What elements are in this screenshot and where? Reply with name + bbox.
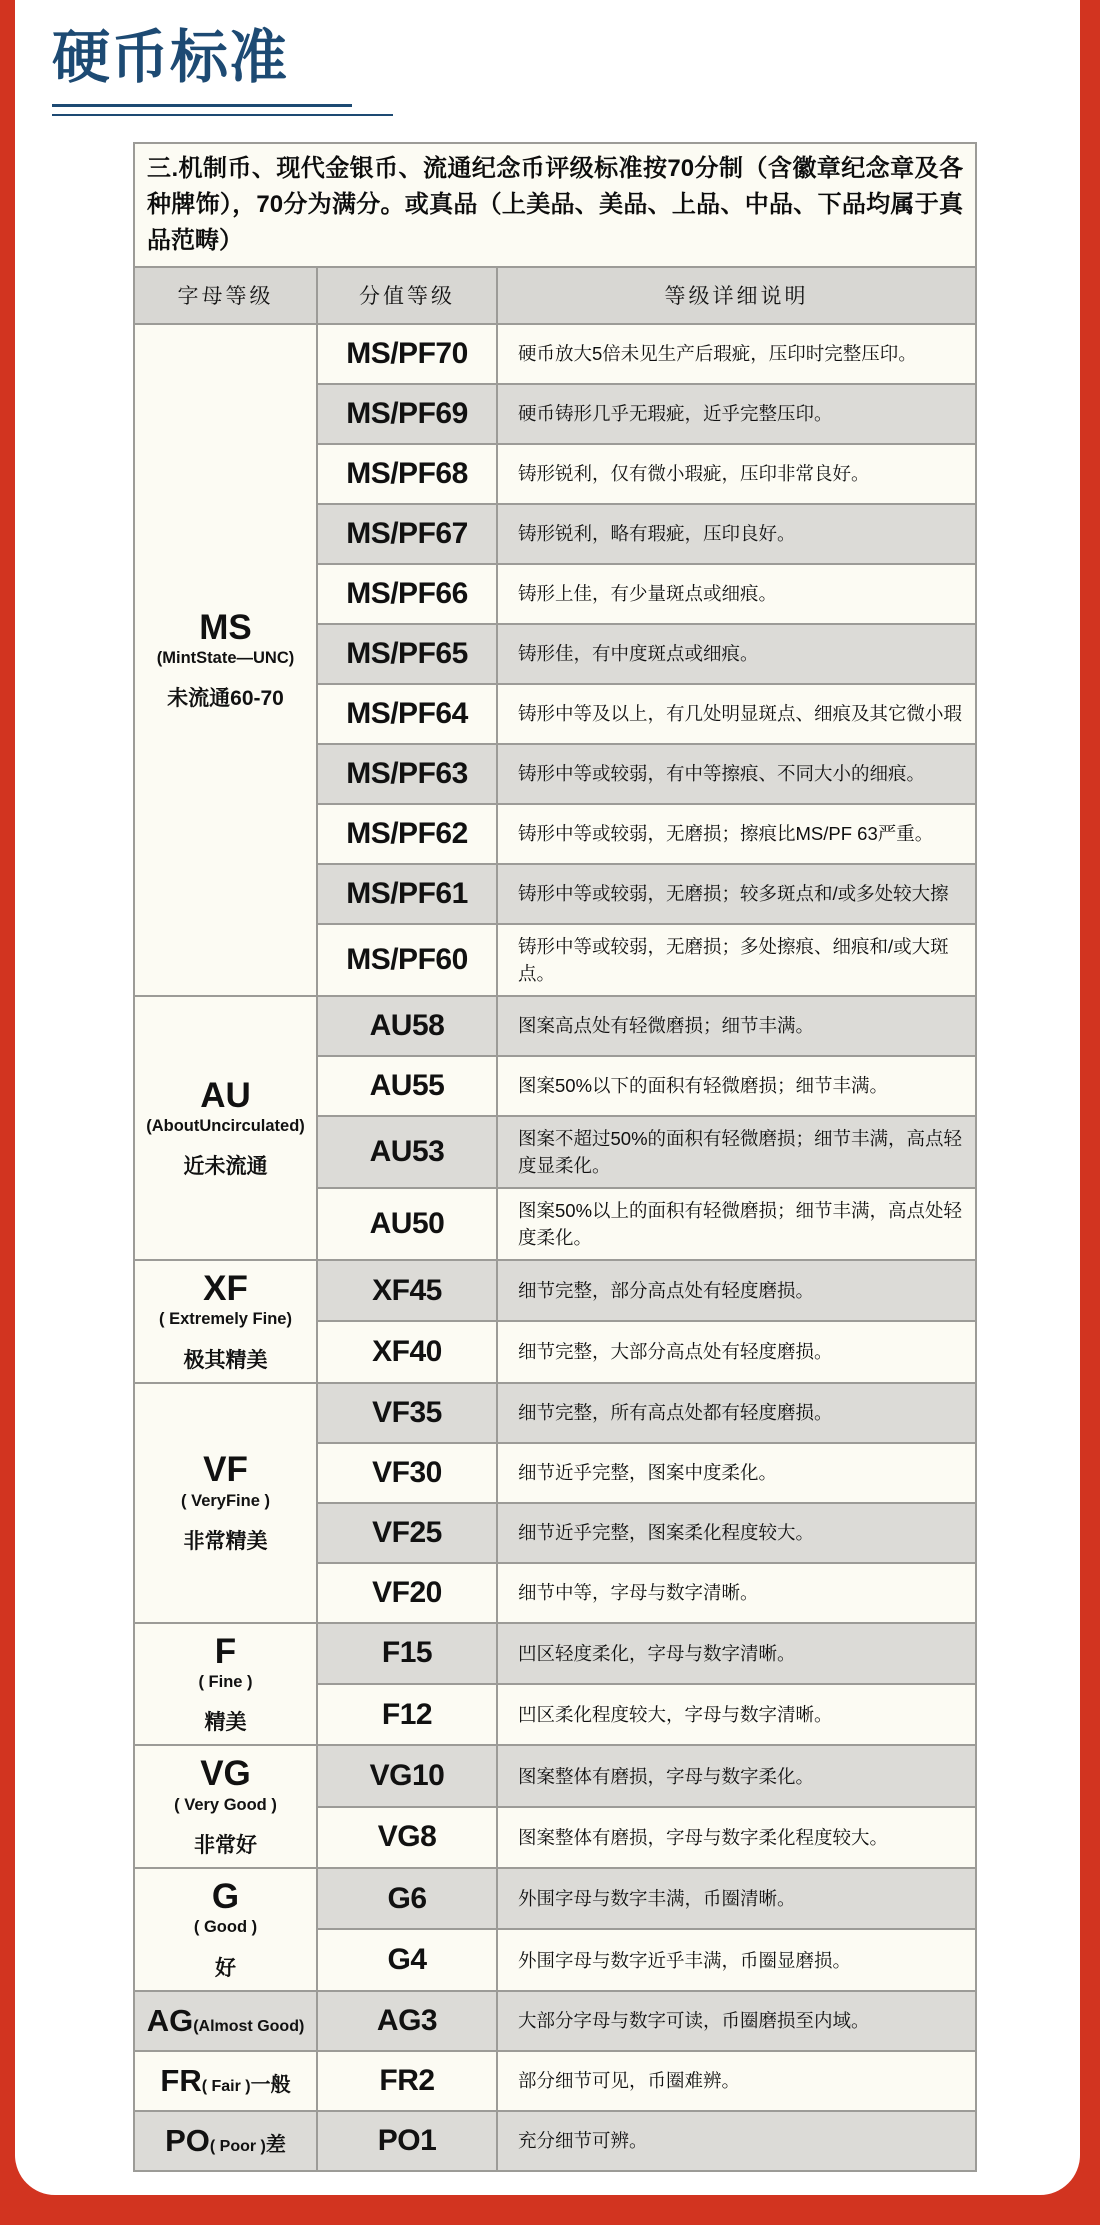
letter-grade-cell (134, 2051, 317, 2111)
grade-description-cell: 铸形佳，有中度斑点或细痕。 (497, 624, 976, 684)
letter-grade-code: XF (203, 1268, 248, 1308)
table-row (134, 1991, 976, 2051)
letter-grade-english: ( Poor ) (209, 2137, 266, 2155)
letter-grade-cell (134, 324, 317, 996)
score-grade-cell: VF20 (317, 1563, 497, 1623)
grade-description-cell: 铸形中等或较弱，无磨损；较多斑点和/或多处较大擦 (497, 864, 976, 924)
table-row (134, 1745, 976, 1806)
score-grade-cell: VG10 (317, 1745, 497, 1806)
table-row (134, 1260, 976, 1321)
letter-grade-chinese: 未流通60-70 (167, 687, 284, 711)
letter-grade-english: (AboutUncirculated) (146, 1116, 305, 1135)
table-header-row (134, 267, 976, 324)
score-grade-cell: AG3 (317, 1991, 497, 2051)
letter-grade-code: VG (200, 1754, 251, 1794)
grade-description-cell: 铸形锐利，仅有微小瑕疵，压印非常良好。 (497, 444, 976, 504)
letter-grade-english: (Almost Good) (193, 2017, 305, 2035)
score-grade-cell: MS/PF61 (317, 864, 497, 924)
letter-grade-code: MS (199, 607, 252, 647)
letter-grade-code: VF (203, 1450, 248, 1490)
letter-grade-code: PO (165, 2122, 210, 2158)
grade-description-cell: 铸形中等或较弱，有中等擦痕、不同大小的细痕。 (497, 744, 976, 804)
grade-description-cell: 细节完整，大部分高点处有轻度磨损。 (497, 1321, 976, 1382)
letter-grade-chinese: 好 (215, 1956, 236, 1980)
letter-grade-code: F (214, 1631, 237, 1671)
grade-description-cell: 图案高点处有轻微磨损；细节丰满。 (497, 996, 976, 1056)
grade-description-cell: 图案50%以上的面积有轻微磨损；细节丰满，高点处轻度柔化。 (497, 1188, 976, 1260)
column-header-description: 等级详细说明 (497, 267, 976, 324)
grade-description-cell: 硬币放大5倍未见生产后瑕疵，压印时完整压印。 (497, 324, 976, 384)
grade-description-cell: 外围字母与数字丰满，币圈清晰。 (497, 1868, 976, 1929)
score-grade-cell: MS/PF64 (317, 684, 497, 744)
grade-description-cell: 细节近乎完整，图案中度柔化。 (497, 1443, 976, 1503)
score-grade-cell: MS/PF68 (317, 444, 497, 504)
coin-grading-table (133, 142, 977, 2172)
grade-description-cell: 细节完整，所有高点处都有轻度磨损。 (497, 1383, 976, 1443)
letter-grade-chinese: 极其精美 (183, 1348, 268, 1372)
grade-description-cell: 充分细节可辨。 (497, 2111, 976, 2171)
grade-description-cell: 细节中等，字母与数字清晰。 (497, 1563, 976, 1623)
grade-description-cell: 铸形中等及以上，有几处明显斑点、细痕及其它微小瑕 (497, 684, 976, 744)
score-grade-cell: VF25 (317, 1503, 497, 1563)
letter-grade-english: (MintState—UNC) (156, 648, 295, 667)
score-grade-cell: MS/PF70 (317, 324, 497, 384)
grade-description-cell: 部分细节可见，币圈难辨。 (497, 2051, 976, 2111)
score-grade-cell: AU53 (317, 1116, 497, 1188)
letter-grade-english: ( Extremely Fine) (159, 1310, 292, 1329)
score-grade-cell: G6 (317, 1868, 497, 1929)
letter-grade-chinese: 非常好 (194, 1834, 257, 1858)
letter-grade-cell (134, 1745, 317, 1868)
letter-grade-english: ( Very Good ) (174, 1795, 277, 1814)
table-row (134, 1623, 976, 1684)
column-header-score-grade: 分值等级 (317, 267, 497, 324)
letter-grade-english: ( Fair ) (201, 2077, 251, 2095)
letter-grade-code: AG (146, 2002, 194, 2038)
score-grade-cell: FR2 (317, 2051, 497, 2111)
table-row (134, 2051, 976, 2111)
score-grade-cell: AU58 (317, 996, 497, 1056)
letter-grade-cell (134, 1260, 317, 1383)
grade-description-cell: 图案整体有磨损，字母与数字柔化。 (497, 1745, 976, 1806)
grade-description-cell: 细节完整，部分高点处有轻度磨损。 (497, 1260, 976, 1321)
grade-description-cell: 铸形上佳，有少量斑点或细痕。 (497, 564, 976, 624)
letter-grade-cell (134, 1868, 317, 1991)
score-grade-cell: F15 (317, 1623, 497, 1684)
score-grade-cell: AU50 (317, 1188, 497, 1260)
score-grade-cell: MS/PF67 (317, 504, 497, 564)
score-grade-cell: MS/PF62 (317, 804, 497, 864)
score-grade-cell: AU55 (317, 1056, 497, 1116)
page-title: 硬币标准 (52, 25, 289, 90)
grade-description-cell: 铸形中等或较弱，无磨损；擦痕比MS/PF 63严重。 (497, 804, 976, 864)
score-grade-cell: F12 (317, 1684, 497, 1745)
grade-description-cell: 图案50%以下的面积有轻微磨损；细节丰满。 (497, 1056, 976, 1116)
table-row (134, 1383, 976, 1443)
letter-grade-cell (134, 1623, 317, 1746)
grade-description-cell: 图案不超过50%的面积有轻微磨损；细节丰满，高点轻度显柔化。 (497, 1116, 976, 1188)
score-grade-cell: PO1 (317, 2111, 497, 2171)
letter-grade-chinese: 一般 (250, 2073, 291, 2096)
grade-description-cell: 凹区轻度柔化，字母与数字清晰。 (497, 1623, 976, 1684)
score-grade-cell: MS/PF63 (317, 744, 497, 804)
table-row (134, 324, 976, 384)
table-row (134, 996, 976, 1056)
letter-grade-chinese: 差 (265, 2133, 286, 2156)
grade-description-cell: 图案整体有磨损，字母与数字柔化程度较大。 (497, 1807, 976, 1868)
table-intro-row (134, 143, 976, 267)
grade-description-cell: 凹区柔化程度较大，字母与数字清晰。 (497, 1684, 976, 1745)
grade-description-cell: 铸形中等或较弱，无磨损；多处擦痕、细痕和/或大斑点。 (497, 924, 976, 996)
letter-grade-code: G (211, 1877, 240, 1917)
letter-grade-chinese: 精美 (204, 1711, 247, 1735)
grade-description-cell: 外围字母与数字近乎丰满，币圈显磨损。 (497, 1929, 976, 1990)
score-grade-cell: MS/PF69 (317, 384, 497, 444)
score-grade-cell: XF45 (317, 1260, 497, 1321)
letter-grade-chinese: 近未流通 (183, 1155, 268, 1179)
letter-grade-cell (134, 2111, 317, 2171)
content-card (15, 0, 1080, 2195)
title-underline-thick (52, 104, 352, 107)
letter-grade-cell (134, 1383, 317, 1623)
grade-description-cell: 大部分字母与数字可读，币圈磨损至内域。 (497, 1991, 976, 2051)
score-grade-cell: VG8 (317, 1807, 497, 1868)
table-row (134, 1868, 976, 1929)
letter-grade-code: AU (200, 1075, 251, 1115)
grade-description-cell: 铸形锐利，略有瑕疵，压印良好。 (497, 504, 976, 564)
score-grade-cell: VF35 (317, 1383, 497, 1443)
grade-description-cell: 硬币铸形几乎无瑕疵，近乎完整压印。 (497, 384, 976, 444)
score-grade-cell: G4 (317, 1929, 497, 1990)
title-underline-thin (52, 114, 393, 116)
grade-description-cell: 细节近乎完整，图案柔化程度较大。 (497, 1503, 976, 1563)
table-intro-text: 三.机制币、现代金银币、流通纪念币评级标准按70分制（含徽章纪念章及各种牌饰），70分为满分。或真品（上美品、美品、上品、中品、下品均属于真品范畴） (134, 143, 976, 267)
score-grade-cell: MS/PF66 (317, 564, 497, 624)
letter-grade-chinese: 非常精美 (183, 1529, 268, 1553)
table-row (134, 2111, 976, 2171)
letter-grade-cell (134, 1991, 317, 2051)
letter-grade-english: ( VeryFine ) (181, 1491, 270, 1510)
letter-grade-english: ( Good ) (193, 1918, 258, 1937)
column-header-letter-grade: 字母等级 (134, 267, 317, 324)
letter-grade-english: ( Fine ) (198, 1672, 253, 1691)
letter-grade-code: FR (160, 2062, 202, 2098)
letter-grade-cell (134, 996, 317, 1260)
score-grade-cell: MS/PF60 (317, 924, 497, 996)
score-grade-cell: VF30 (317, 1443, 497, 1503)
score-grade-cell: XF40 (317, 1321, 497, 1382)
score-grade-cell: MS/PF65 (317, 624, 497, 684)
